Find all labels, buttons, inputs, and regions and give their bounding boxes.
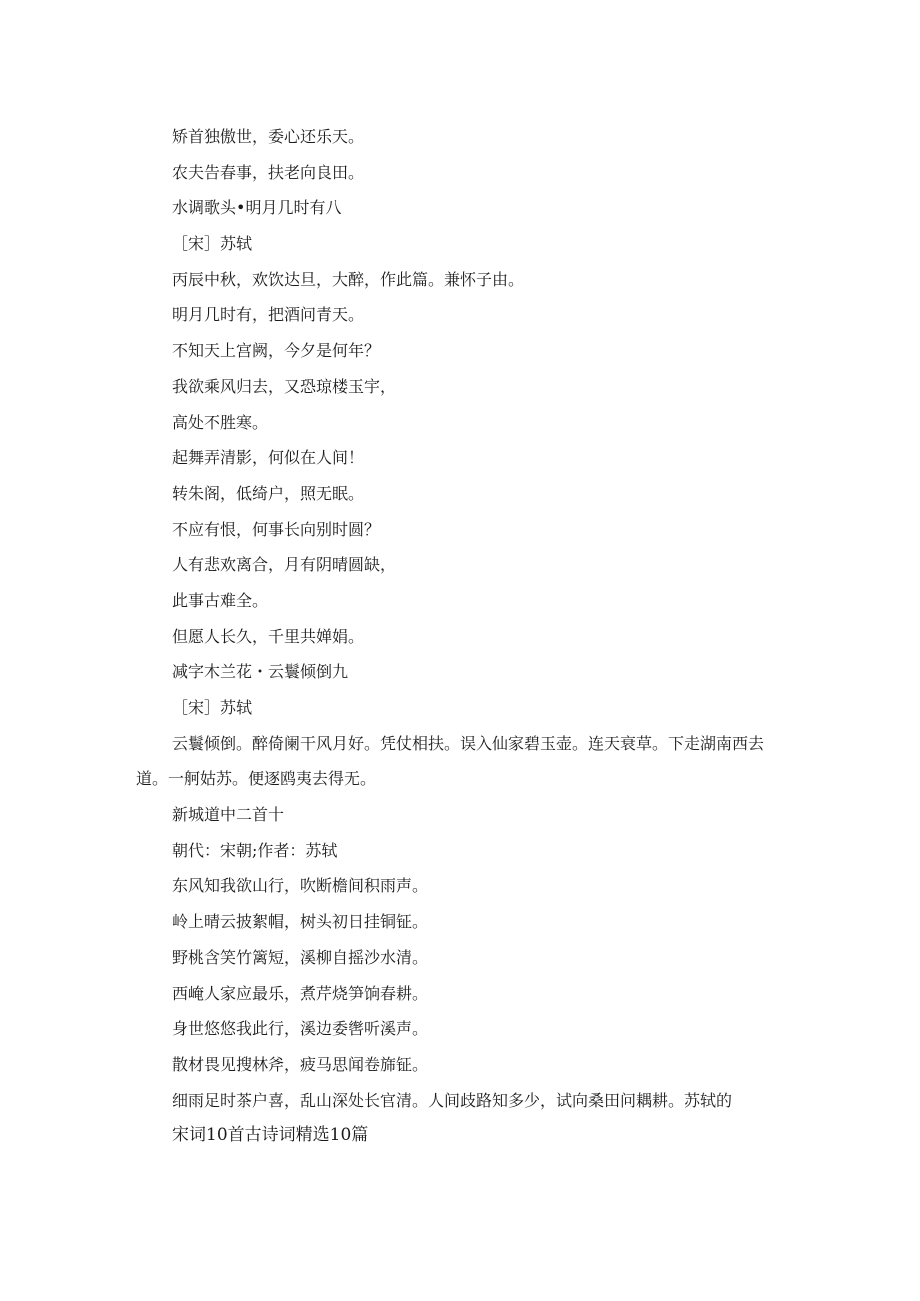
text-line: 西崦人家应最乐，煮芹烧笋饷春耕。 bbox=[172, 983, 429, 1003]
text-line: 不知天上宫阙，今夕是何年？ bbox=[172, 341, 381, 361]
text-line: 我欲乘风归去，又恐琼楼玉宇， bbox=[172, 376, 397, 396]
poem-title: 新城道中二首十 bbox=[172, 805, 285, 825]
text-line: 人有悲欢离合，月有阴晴圆缺， bbox=[172, 555, 397, 575]
poem-title: 水调歌头•明月几时有八 bbox=[172, 198, 342, 218]
poem-author: ［宋］苏轼 bbox=[172, 234, 253, 254]
poem-author: 朝代：宋朝;作者：苏轼 bbox=[172, 840, 338, 860]
text-line: 转朱阁，低绮户，照无眠。 bbox=[172, 483, 365, 503]
text-line: 起舞弄清影，何似在人间！ bbox=[172, 448, 365, 468]
text-line: 不应有恨，何事长向别时圆？ bbox=[172, 519, 381, 539]
text-paragraph: 云鬟倾倒。醉倚阑干风月好。凭仗相扶。误入仙家碧玉壶。连天衰草。下走湖南西去道。一舸姑苏。便逐鸥夷去得无。 bbox=[136, 733, 765, 789]
poem-preface: 丙辰中秋，欢饮达旦，大醉，作此篇。兼怀子由。 bbox=[172, 269, 525, 289]
document-body bbox=[136, 119, 776, 1154]
text-line: 东风知我欲山行，吹断檐间积雨声。 bbox=[172, 876, 429, 896]
text-line: 身世悠悠我此行，溪边委辔听溪声。 bbox=[172, 1019, 429, 1039]
text-line: 细雨足时茶户喜，乱山深处长官清。人间歧路知多少，试向桑田问耦耕。苏轼的 bbox=[172, 1090, 733, 1110]
text-line: 岭上晴云披絮帽，树头初日挂铜钲。 bbox=[172, 912, 429, 932]
text-line: 高处不胜寒。 bbox=[172, 412, 269, 432]
text-line: 野桃含笑竹篱短，溪柳自摇沙水清。 bbox=[172, 947, 429, 967]
document-title-line: 宋词10首古诗词精选10篇 bbox=[172, 1125, 369, 1146]
text-line: 农夫告春事，扶老向良田。 bbox=[172, 162, 365, 182]
poem-title: 减字木兰花・云鬟倾倒九 bbox=[172, 662, 349, 682]
poem-author: ［宋］苏轼 bbox=[172, 698, 253, 717]
text-line: 矫首独傲世，委心还乐天。 bbox=[172, 127, 365, 146]
text-line: 散材畏见搜林斧，疲马思闻卷旆钲。 bbox=[172, 1054, 429, 1074]
text-line: 但愿人长久，千里共婵娟。 bbox=[172, 626, 365, 646]
text-line: 明月几时有，把酒问青天。 bbox=[172, 305, 365, 325]
text-line: 此事古难全。 bbox=[172, 590, 269, 610]
